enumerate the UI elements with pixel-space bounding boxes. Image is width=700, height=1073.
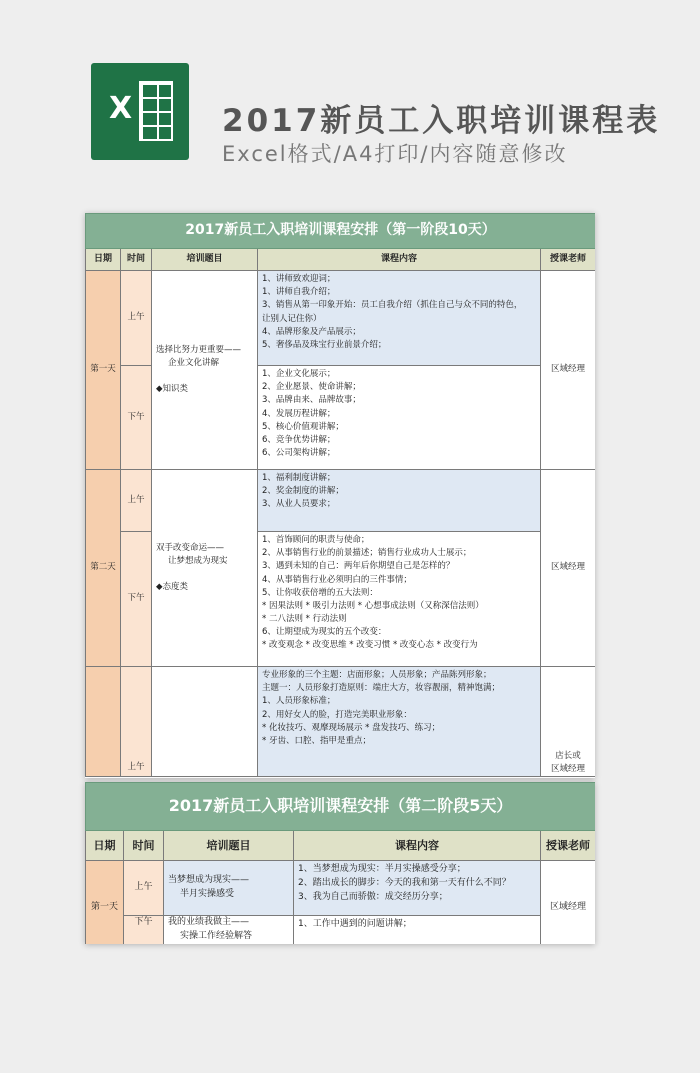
- teacher-cell: 区域经理: [541, 861, 596, 945]
- content-cell: [258, 271, 541, 366]
- content-line: * 因果法则 * 吸引力法则 * 心想事成法则（又称深信法则）: [262, 600, 484, 611]
- header-content: 课程内容: [258, 249, 541, 271]
- content-line: 3、从业人员要求；: [262, 499, 336, 510]
- topic-category: ◆态度类: [156, 581, 189, 592]
- topic-line: 让梦想成为现实: [168, 556, 228, 567]
- content-line: 6、竞争优势讲解；: [262, 434, 336, 445]
- excel-grid-icon: [139, 81, 173, 141]
- time-am: 上午: [121, 271, 152, 366]
- time-pm: 下午: [124, 916, 164, 945]
- content-line: 1、福利制度讲解；: [262, 473, 336, 483]
- schedule-sheet-stage-1: [85, 213, 595, 778]
- header-topic: 培训题目: [164, 831, 294, 861]
- header-teacher: 授课老师: [541, 249, 596, 271]
- content-line: 1、讲师致欢迎词；: [262, 274, 336, 284]
- content-line: 2、踏出成长的脚步：今天的我和第一天有什么不同？: [298, 877, 511, 888]
- topic-line: 实操工作经验解答: [180, 930, 253, 941]
- content-line: 2、企业愿景、使命讲解；: [262, 382, 361, 393]
- content-cell: [258, 667, 541, 777]
- content-line: 1、工作中遇到的问题讲解；: [298, 919, 412, 929]
- time-am: 上午: [121, 470, 152, 532]
- time-am: 上午: [121, 667, 152, 777]
- content-line: 4、发展历程讲解；: [262, 408, 336, 419]
- content-line: 4、从事销售行业必须明白的三件事情；: [262, 574, 412, 585]
- content-line: * 牙齿、口腔、指甲是重点；: [262, 735, 371, 746]
- day-label: 第一天: [86, 271, 121, 470]
- topic-cell: [164, 861, 294, 916]
- content-line: 3、销售从第一印象开始：员工自我介绍（抓住自己与众不同的特色，: [262, 300, 523, 311]
- content-line: * 化妆技巧、观摩现场展示 * 盘发技巧、练习；: [262, 722, 441, 733]
- header-teacher: 授课老师: [541, 831, 596, 861]
- content-line: 2、用好女人的脸，打造完美职业形象：: [262, 709, 412, 720]
- content-line: * 二八法则 * 行动法则: [262, 614, 347, 625]
- excel-logo-icon: [91, 63, 189, 160]
- day-label: 第二天: [86, 470, 121, 667]
- content-line: 6、让期望成为现实的五个改变：: [262, 627, 387, 638]
- time-pm: 下午: [121, 532, 152, 667]
- teacher-cell: 区域经理: [541, 470, 596, 667]
- content-cell: [258, 470, 541, 532]
- content-line: 3、遇到未知的自己：两年后你期望自己是怎样的？: [262, 561, 455, 572]
- topic-line: 双手改变命运——: [156, 543, 225, 554]
- teacher-line: 区域经理: [551, 763, 586, 774]
- header-content: 课程内容: [294, 831, 541, 861]
- content-line: 3、品牌由来、品牌故事；: [262, 395, 361, 406]
- content-line: 2、从事销售行业的前景描述；销售行业成功人士展示；: [262, 548, 472, 559]
- content-line: 1、当梦想成为现实：半月实操感受分享；: [298, 864, 466, 874]
- topic-cell: [164, 916, 294, 945]
- content-line: 5、核心价值观讲解；: [262, 421, 344, 432]
- topic-cell: [152, 667, 258, 777]
- content-line: 3、我为自己而骄傲：成交经历分享；: [298, 891, 448, 902]
- topic-line: 企业文化讲解: [168, 358, 220, 369]
- content-line: 6、公司架构讲解；: [262, 448, 336, 459]
- content-line: 5、奢侈品及珠宝行业前景介绍；: [262, 339, 387, 350]
- excel-logo-letter: X: [109, 91, 133, 126]
- content-cell: [258, 366, 541, 470]
- content-line: 1、企业文化展示；: [262, 369, 336, 379]
- time-am: 上午: [124, 861, 164, 916]
- content-cell: [294, 916, 541, 945]
- topic-cell: [152, 470, 258, 667]
- content-line: 主题一：人员形象打造原则：端庄大方，妆容靓丽，精神饱满；: [262, 683, 501, 694]
- page-subtitle: Excel格式/A4打印/内容随意修改: [222, 142, 568, 166]
- topic-line: 我的业绩我做主——: [168, 917, 250, 927]
- teacher-cell: 区域经理: [541, 271, 596, 470]
- content-line: 5、让你收获倍增的五大法则：: [262, 587, 378, 598]
- table-banner: 2017新员工入职培训课程安排（第一阶段10天）: [86, 214, 596, 249]
- day-label: [86, 667, 121, 777]
- content-line: 1、人员形象标准；: [262, 696, 336, 707]
- content-line: 4、品牌形象及产品展示；: [262, 326, 361, 337]
- content-line: 让别人记住你）: [262, 313, 322, 324]
- time-pm: 下午: [121, 366, 152, 470]
- content-line: 1、讲师自我介绍；: [262, 287, 336, 298]
- page-title: 2017新员工入职培训课程表: [222, 103, 661, 139]
- content-line: 1、首饰顾问的职责与使命；: [262, 535, 370, 545]
- teacher-line: 店长或: [555, 750, 581, 761]
- table-banner: 2017新员工入职培训课程安排（第二阶段5天）: [86, 783, 596, 831]
- header-time: 时间: [121, 249, 152, 271]
- topic-line: 选择比努力更重要——: [156, 345, 242, 356]
- schedule-table-stage-1: [85, 213, 595, 777]
- header-time: 时间: [124, 831, 164, 861]
- content-line: 2、奖金制度的讲解；: [262, 486, 344, 497]
- content-line: 专业形象的三个主题：店面形象；人员形象；产品陈列形象；: [262, 670, 492, 680]
- topic-line: 半月实操感受: [180, 889, 235, 899]
- schedule-sheet-stage-2: [85, 782, 595, 944]
- topic-category: ◆知识类: [156, 383, 189, 394]
- header-topic: 培训题目: [152, 249, 258, 271]
- topic-cell: [152, 271, 258, 470]
- topic-line: 当梦想成为现实——: [168, 875, 250, 886]
- header-date: 日期: [86, 249, 121, 271]
- content-line: * 改变观念 * 改变思维 * 改变习惯 * 改变心态 * 改变行为: [262, 640, 478, 651]
- header-date: 日期: [86, 831, 124, 861]
- teacher-cell: [541, 667, 596, 777]
- schedule-table-stage-2: [85, 782, 595, 944]
- content-cell: [258, 532, 541, 667]
- content-cell: [294, 861, 541, 916]
- day-label: 第一天: [86, 861, 124, 945]
